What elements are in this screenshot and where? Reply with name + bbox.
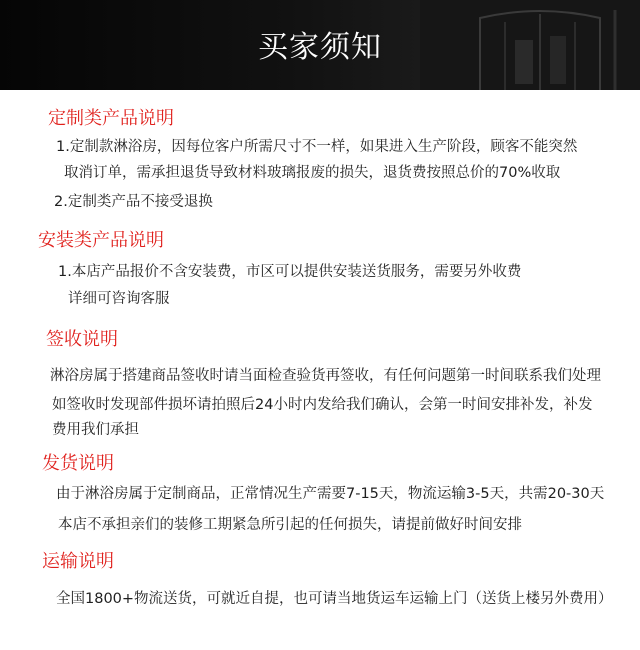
installation-line-2: 详细可咨询客服	[68, 291, 170, 307]
section-title-installation: 安装类产品说明	[38, 230, 164, 251]
page-title: 买家须知	[258, 30, 382, 65]
signing-line-3: 费用我们承担	[52, 422, 139, 438]
section-title-custom-products: 定制类产品说明	[48, 108, 174, 129]
header-banner	[0, 0, 640, 90]
transport-line-1: 全国1800+物流送货，可就近自提，也可请当地货运车运输上门（送货上楼另外费用）	[56, 591, 613, 607]
shipping-line-2: 本店不承担亲们的装修工期紧急所引起的任何损失，请提前做好时间安排	[58, 517, 522, 533]
section-title-transport: 运输说明	[42, 551, 114, 572]
custom-products-line-1: 1.定制款淋浴房，因每位客户所需尺寸不一样，如果进入生产阶段，顾客不能突然	[56, 139, 578, 155]
installation-line-1: 1.本店产品报价不含安装费，市区可以提供安装送货服务，需要另外收费	[58, 264, 522, 280]
custom-products-line-2: 取消订单，需承担退货导致材料玻璃报废的损失，退货费按照总价的70%收取	[64, 165, 561, 181]
section-title-signing: 签收说明	[46, 329, 118, 350]
shipping-line-1: 由于淋浴房属于定制商品，正常情况生产需要7-15天，物流运输3-5天，共需20-30天	[56, 486, 605, 502]
signing-line-2: 如签收时发现部件损坏请拍照后24小时内发给我们确认，会第一时间安排补发，补发	[52, 397, 593, 413]
section-title-shipping: 发货说明	[42, 453, 114, 474]
custom-products-line-3: 2.定制类产品不接受退换	[54, 194, 213, 210]
signing-line-1: 淋浴房属于搭建商品签收时请当面检查验货再签收，有任何问题第一时间联系我们处理	[50, 368, 601, 384]
